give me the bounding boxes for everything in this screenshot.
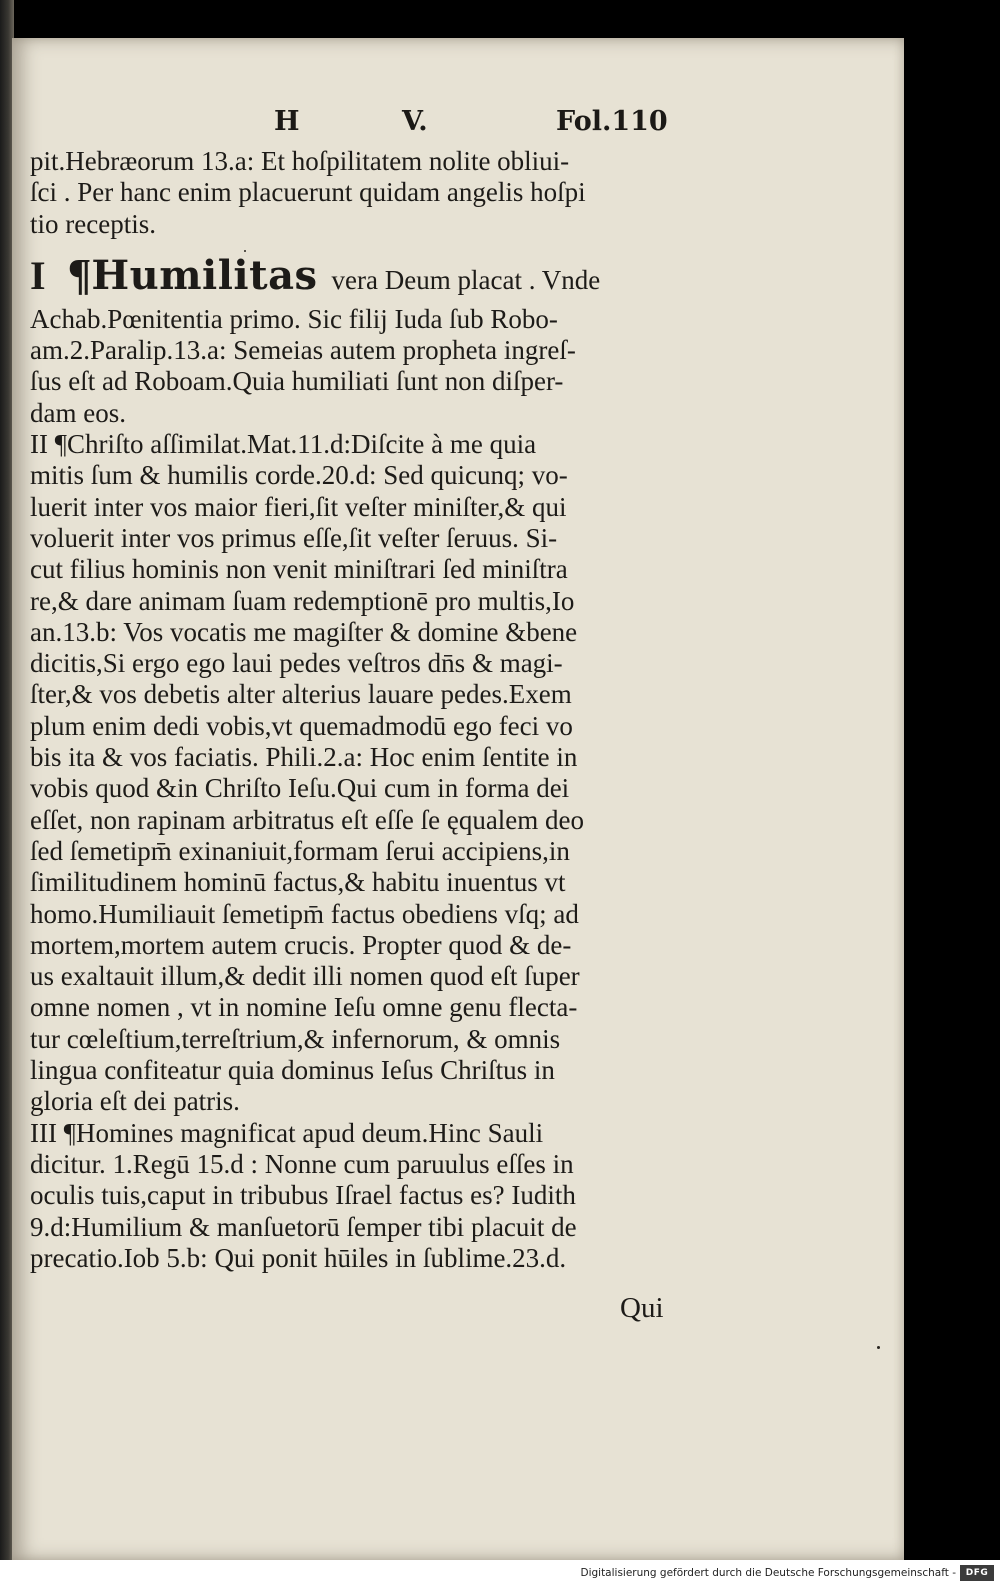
text-line: homo.Humiliauit ſemetipm̄ factus obediens vſq; ad	[30, 898, 579, 929]
text-line: am.2.Paralip.13.a: Semeias autem propheta ingreſ-	[30, 335, 576, 366]
text-line: gloria eſt dei patris.	[30, 1086, 240, 1117]
text-line: lingua confiteatur quia dominus Ieſus Chriſtus in	[30, 1055, 555, 1086]
paper-speck	[244, 250, 246, 252]
pilcrow-icon: ¶	[67, 249, 92, 299]
text-line: Achab.Pœnitentia primo. Sic filij Iuda ſub Robo-	[30, 303, 558, 334]
running-head	[274, 106, 674, 140]
text-line: dam eos.	[30, 397, 126, 428]
heading-rest: vera Deum placat . Vnde	[331, 264, 601, 295]
text-line: cut filius hominis non venit miniſtrari ſed miniſtra	[30, 554, 568, 585]
text-line: precatio.Iob 5.b: Qui ponit hūiles in ſublime.23.d.	[30, 1242, 567, 1273]
text-line: re,& dare animam ſuam redemptionē pro multis,Io	[30, 585, 575, 616]
text-line: ſter,& vos debetis alter alterius lauare pedes.Exem	[30, 679, 572, 710]
text-line: dicitis,Si ergo ego laui pedes veſtros dn̄s & magi-	[30, 648, 563, 679]
section-heading	[30, 246, 680, 304]
text-line: pit.Hebræorum 13.a: Et hoſpilitatem nolite obliui-	[30, 146, 570, 176]
text-line: omne nomen , vt in nomine Ieſu omne genu flecta-	[30, 992, 578, 1023]
text-line: voluerit inter vos primus eſſe,ſit veſter ſeruus. Si-	[30, 522, 558, 553]
text-line: mortem,mortem autem crucis. Propter quod & de-	[30, 929, 572, 960]
footer-credit: Digitalisierung gefördert durch die Deutsche Forschungsgemeinschaft -	[580, 1567, 956, 1579]
text-line: ſci . Per hanc enim placuerunt quidam angelis hoſpi	[30, 177, 586, 208]
text-line: dicitur. 1.Regū 15.d : Nonne cum paruulus eſſes in	[30, 1148, 574, 1179]
text-line: bis ita & vos faciatis. Phili.2.a: Hoc enim ſentite in	[30, 742, 578, 773]
folio-number: Fol.110	[556, 106, 668, 137]
text-line: ſimilitudinem hominū factus,& habitu inuentus vt	[30, 867, 566, 898]
main-text	[30, 146, 680, 1274]
running-head-number: V.	[402, 106, 428, 137]
running-head-signature: H	[274, 106, 300, 137]
text-line: plum enim dedi vobis,vt quemadmodū ego feci vo	[30, 710, 573, 741]
heading-word: Humilitas	[91, 251, 318, 299]
text-line: eſſet, non rapinam arbitratus eſt eſſe ſe ęqualem deo	[30, 804, 585, 835]
text-line: ſus eſt ad Roboam.Quia humiliati ſunt non diſper-	[30, 366, 564, 397]
dfg-logo: DFG	[960, 1565, 994, 1581]
book-page	[12, 38, 904, 1560]
text-line: luerit inter vos maior fieri,ſit veſter miniſter,& qui	[30, 491, 567, 522]
catchword: Qui	[620, 1292, 664, 1324]
text-line: oculis tuis,caput in tribubus Iſrael factus es? Iudith	[30, 1180, 576, 1211]
text-line: an.13.b: Vos vocatis me magiſter & domine &bene	[30, 616, 578, 647]
text-line: II ¶Chriſto aſſimilat.Mat.11.d:Diſcite à me quia	[30, 429, 537, 460]
text-line: 9.d:Humilium & manſuetorū ſemper tibi placuit de	[30, 1211, 577, 1242]
section-numeral: I	[30, 252, 46, 298]
paper-speck	[877, 1346, 880, 1349]
text-line: ſed ſemetipm̄ exinaniuit,formam ſerui accipiens,in	[30, 835, 570, 866]
text-line: us exaltauit illum,& dedit illi nomen quod eſt ſuper	[30, 961, 580, 992]
digitization-footer	[0, 1560, 1000, 1588]
text-line: vobis quod &in Chriſto Ieſu.Qui cum in forma dei	[30, 773, 570, 804]
text-line: III ¶Homines magnificat apud deum.Hinc Sauli	[30, 1117, 544, 1148]
text-line: tio receptis.	[30, 208, 156, 239]
text-line: tur cœleſtium,terreſtrium,& infernorum, & omnis	[30, 1023, 561, 1054]
text-line: mitis ſum & humilis corde.20.d: Sed quicunq; vo-	[30, 460, 568, 491]
